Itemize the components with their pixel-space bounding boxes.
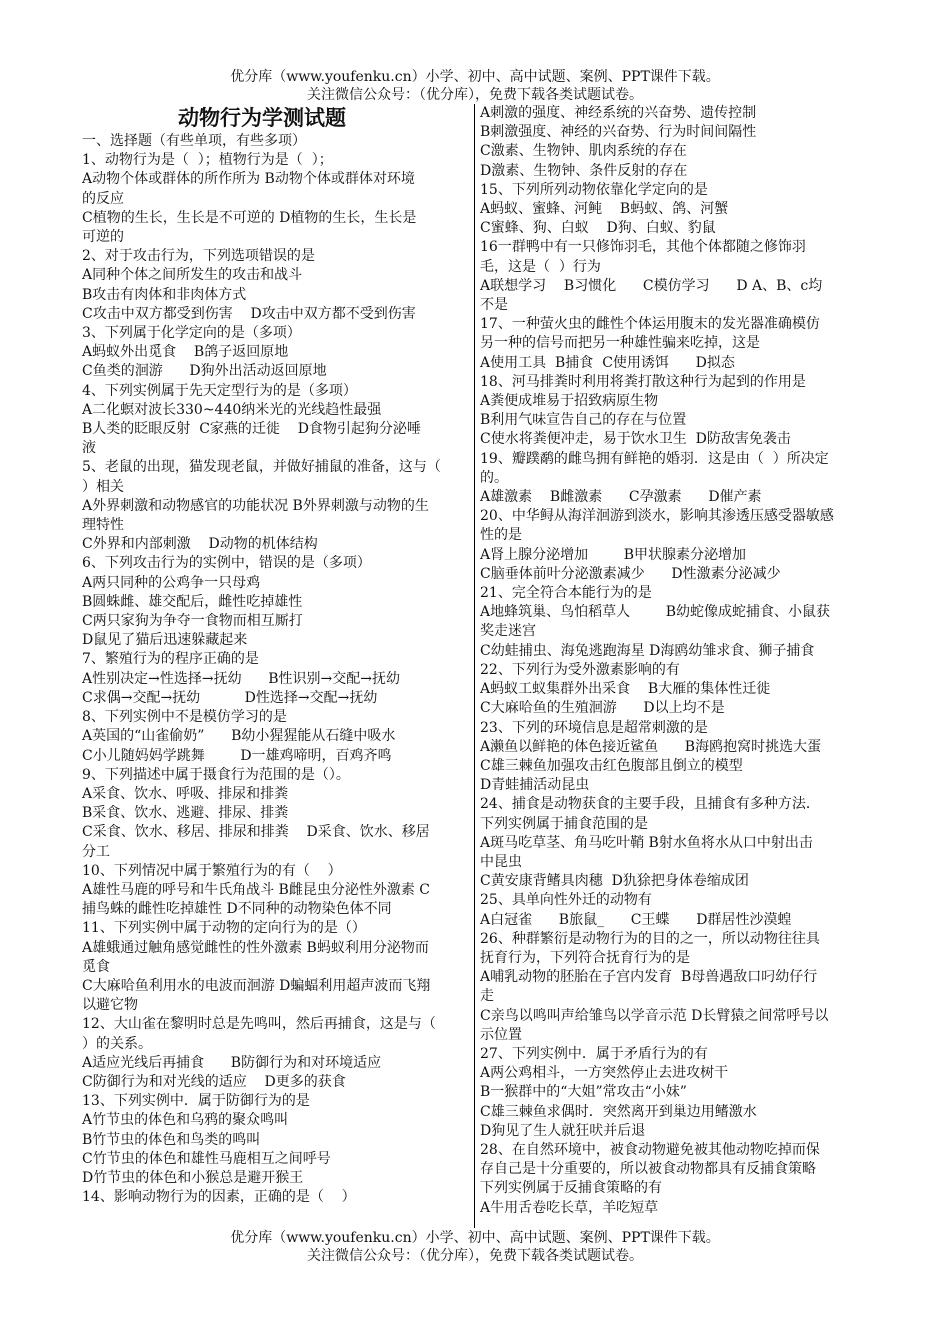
text-line: C大麻哈鱼的生殖洄游 D以上均不是 (480, 700, 725, 717)
text-line: D激素、生物钟、条件反射的存在 (480, 162, 688, 179)
text-line: C雄三棘鱼加强攻击红色腹部且倒立的模型 (480, 757, 743, 774)
text-line: A斑马吃草茎、角马吃叶鞘 B射水鱼将水从口中射出击 (480, 834, 813, 851)
text-line: A性别决定→性选择→抚幼 B性识别→交配→抚幼 (82, 670, 401, 687)
text-line: C采食、饮水、移居、排尿和排粪 D采食、饮水、移居 (82, 824, 430, 841)
text-line: 13、下列实例中．属于防御行为的是 (82, 1093, 310, 1110)
text-line: A牛用舌卷吃长草，羊吃短草 (480, 1199, 659, 1216)
header-line-2: 关注微信公众号：（优分库），免费下载各类试题试卷。 (307, 87, 643, 103)
text-line: 2、对于攻击行为，下列选项错误的是 (82, 248, 315, 265)
text-line: 示位置 (480, 1026, 522, 1043)
text-line: C防御行为和对光线的适应 D更多的获食 (82, 1073, 346, 1090)
text-line: 11、下列实例中属于动物的定向行为的是（） (82, 920, 366, 937)
text-line: D狗见了生人就狂吠并后退 (480, 1122, 646, 1139)
text-line: C黄安康背鳍具肉穗 D犰狳把身体卷缩成团 (480, 873, 749, 890)
text-line: 的。 (480, 469, 508, 486)
text-line: 分工 (82, 843, 110, 860)
text-line: A雄蛾通过触角感觉雌性的性外激素 B蚂蚁利用分泌物而 (82, 939, 429, 956)
text-line: 3、下列属于化学定向的是（多项） (82, 325, 301, 342)
text-line: B竹节虫的体色和鸟类的鸣叫 (82, 1131, 261, 1148)
text-line: C小儿随妈妈学跳舞 D一雄鸡啼明，百鸡齐鸣 (82, 747, 392, 764)
text-line: 7、繁殖行为的程序正确的是 (82, 651, 259, 668)
text-line: A英国的“山雀偷奶” B幼小猩猩能从石缝中吸水 (82, 728, 396, 745)
footer-line-2: 关注微信公众号：（优分库），免费下载各类试题试卷。 (307, 1248, 643, 1264)
text-line: D鼠见了猫后迅速躲藏起来 (82, 632, 248, 649)
text-line: A联想学习 B习惯化 C模仿学习 D A、B、c均 (480, 277, 823, 294)
text-line: 5、老鼠的出现，猫发现老鼠，并做好捕鼠的准备，这与（ (82, 459, 441, 476)
text-line: D青蛙捕活动昆虫 (480, 777, 590, 794)
text-line: A动物个体或群体的所作所为 B动物个体或群体对环境 (82, 171, 415, 188)
text-line: C激素、生物钟、肌肉系统的存在 (480, 143, 687, 160)
text-line: D竹节虫的体色和小猴总是避开猴王 (82, 1169, 304, 1186)
text-line: 可逆的 (82, 229, 124, 246)
text-line: B攻击有肉体和非肉体方式 (82, 286, 247, 303)
text-line: 16一群鸭中有一只修饰羽毛，其他个体都随之修饰羽 (480, 239, 806, 256)
footer-line-1: 优分库（www.youfenku.cn）小学、初中、高中试题、案例、PPT课件下载。 (230, 1230, 720, 1246)
text-line: C鱼类的洄游 D狗外出活动返回原地 (82, 363, 327, 380)
text-line: 不是 (480, 297, 508, 314)
text-line: 10、下列情况中属于繁殖行为的有（ ） (82, 862, 342, 879)
text-line: A蚂蚁工蚁集群外出采食 B大雁的集体性迁徙 (480, 681, 771, 698)
text-line: B刺激强度、神经的兴奋势、行为时间间隔性 (480, 124, 757, 141)
text-line: C使水将粪便冲走，易于饮水卫生 D防敌害免袭击 (480, 431, 791, 448)
text-line: A刺激的强度、神经系统的兴奋势、遗传控制 (480, 105, 757, 121)
column-divider (474, 104, 475, 1228)
text-line: C雄三棘鱼求偶时．突然离开到巢边用鳍激水 (480, 1103, 757, 1120)
text-line: A采食、饮水、呼吸、排尿和排粪 (82, 785, 289, 802)
text-line: 27、下列实例中．属于矛盾行为的有 (480, 1045, 708, 1062)
text-line: C外界和内部刺激 D动物的机体结构 (82, 536, 318, 553)
text-line: A蚂蚁、蜜蜂、河鲀 B蚂蚁、鸽、河蟹 (480, 201, 729, 218)
text-line: 毛，这是（ ）行为 (480, 258, 601, 275)
text-line: 17、一种萤火虫的雌性个体运用腹末的发光器准确模仿 (480, 316, 820, 333)
header-line-1: 优分库（www.youfenku.cn）小学、初中、高中试题、案例、PPT课件下载。 (230, 69, 720, 85)
text-line: C求偶→交配→抚幼 D性选择→交配→抚幼 (82, 689, 378, 706)
text-line: C植物的生长，生长是不可逆的 D植物的生长，生长是 (82, 209, 417, 226)
text-line: A蚂蚁外出觅食 B鸽子返回原地 (82, 344, 289, 361)
text-line: 抚育行为，下列符合抚育行为的是 (480, 949, 690, 966)
left-question-list (82, 132, 470, 1207)
text-line: A两公鸡相斗，一方突然停止去进攻树干 (480, 1065, 729, 1082)
text-line: ）相关 (82, 478, 124, 495)
text-line: C攻击中双方都受到伤害 D攻击中双方都不受到伤害 (82, 305, 416, 322)
text-line: ）的关系。 (82, 1035, 152, 1052)
text-line: 一、选择题（有些单项，有些多项） (82, 133, 306, 149)
text-line: 下列实例属于捕食范围的是 (480, 815, 648, 832)
text-line: 6、下列攻击行为的实例中，错误的是（多项） (82, 555, 371, 572)
text-line: 中昆虫 (480, 853, 522, 870)
text-line: A雄激素 B雌激素 C孕激素 D催产素 (480, 489, 762, 506)
text-line: 奖走迷宫 (480, 623, 536, 640)
text-line: A粪便成堆易于招致病原生物 (480, 393, 659, 410)
text-line: B圆蛛雌、雄交配后，雌性吃掉雄性 (82, 593, 303, 610)
text-line: B利用气味宣告自己的存在与位置 (480, 412, 687, 429)
text-line: 走 (480, 988, 494, 1005)
text-line: A二化螟对波长330~440纳米光的光线趋性最强 (82, 401, 382, 418)
text-line: A使用工具 B捕食 C使用诱饵 D拟态 (480, 354, 735, 371)
right-column (480, 104, 872, 1218)
text-line: A哺乳动物的胚胎在子宫内发育 B母兽遇敌口叼幼仔行 (480, 969, 818, 986)
text-line: A白冠雀 B旅鼠_ C王蝶 D群居性沙漠蝗 (480, 911, 792, 928)
text-line: A竹节虫的体色和乌鸦的聚众鸣叫 (82, 1112, 289, 1129)
text-line: A濑鱼以鲜艳的体色接近鲨鱼 B海鸥抱窝时挑选大蛋 (480, 738, 822, 755)
text-line: A同种个体之间所发生的攻击和战斗 (82, 267, 303, 284)
text-line: 14、影响动物行为的因素，正确的是（ ） (82, 1189, 356, 1206)
text-line: 另一种的信号而把另一种雄性骗来吃掉，这是 (480, 335, 760, 352)
text-line: C大麻哈鱼利用水的电波而洄游 D蝙蝠利用超声波而飞翔 (82, 977, 431, 994)
text-line: 20、中华鲟从海洋洄游到淡水，影响其渗透压感受器敏感 (480, 508, 834, 525)
text-line: 下列实例属于反捕食策略的有 (480, 1180, 662, 1197)
text-line: C脑垂体前叶分泌激素减少 D性激素分泌减少 (480, 565, 781, 582)
text-line: C幼蛙捕虫、海兔逃跑海星 D海鸥幼雏求食、狮子捕食 (480, 642, 815, 659)
text-line: 4、下列实例属于先天定型行为的是（多项） (82, 382, 357, 399)
text-line: 25、具单向性外迁的动物有 (480, 892, 652, 909)
text-line: 21、完全符合本能行为的是 (480, 585, 652, 602)
text-line: C两只家狗为争夺一食物而相互厮打 (82, 613, 303, 630)
text-line: 24、捕食是动物获食的主要手段，且捕食有多种方法． (480, 796, 820, 813)
text-line: 的反应 (82, 190, 124, 207)
text-line: 存自己是十分重要的，所以被食动物都具有反捕食策略 (480, 1161, 816, 1178)
page-title: 动物行为学测试题 (178, 106, 346, 130)
text-line: 18、河马排粪时利用将粪打散这种行为起到的作用是 (480, 373, 806, 390)
text-line: 8、下列实例中不是模仿学习的是 (82, 709, 287, 726)
text-line: 23、下列的环境信息是超常刺激的是 (480, 719, 708, 736)
text-line: C蜜蜂、狗、白蚁 D狗、白蚁、豹鼠 (480, 220, 716, 237)
text-line: 1、动物行为是（ ）；植物行为是（ ）； (82, 152, 333, 169)
text-line: B采食、饮水、逃避、排尿、排粪 (82, 805, 289, 822)
text-line: 22、下列行为受外激素影响的有 (480, 661, 680, 678)
text-line: 19、瓣蹼鹬的雌鸟拥有鲜艳的婚羽．这是由（ ）所决定 (480, 450, 829, 467)
text-line: A地蜂筑巢、鸟怕稻草人 B幼蛇像成蛇捕食、小鼠获 (480, 604, 830, 621)
text-line: C竹节虫的体色和雄性马鹿相互之间呼号 (82, 1150, 331, 1167)
text-line: B一猴群中的“大姐”常攻击“小妹” (480, 1084, 687, 1101)
text-line: 性的是 (480, 527, 522, 544)
text-line: B人类的眨眼反射 C家燕的迁徙 D食物引起狗分泌唾 (82, 421, 421, 438)
text-line: 觅食 (82, 958, 110, 975)
right-question-list (480, 104, 872, 1218)
left-column (82, 104, 470, 1207)
text-line: 15、下列所列动物依靠化学定向的是 (480, 181, 708, 198)
text-line: C亲鸟以鸣叫声给雏鸟以学音示范 D长臂猿之间常呼号以 (480, 1007, 829, 1024)
text-line: 以避它物 (82, 997, 138, 1014)
text-line: 28、在自然环境中，被食动物避免被其他动物吃掉而保 (480, 1141, 820, 1158)
text-line: A外界刺激和动物感官的功能状况 B外界刺激与动物的生 (82, 497, 429, 514)
text-line: 捕鸟蛛的雌性吃掉雄性 D不同种的动物染色体不同 (82, 901, 392, 918)
text-line: 9、下列描述中属于摄食行为范围的是（）。 (82, 766, 350, 783)
text-line: 12、大山雀在黎明时总是先鸣叫，然后再捕食，这是与（ (82, 1016, 436, 1033)
text-line: A适应光线后再捕食 B防御行为和对环境适应 (82, 1054, 382, 1071)
text-line: 液 (82, 440, 96, 457)
text-line: 理特性 (82, 517, 124, 534)
text-line: A两只同种的公鸡争一只母鸡 (82, 574, 261, 591)
text-line: A雄性马鹿的呼号和牛氏角战斗 B雌昆虫分泌性外激素 C (82, 881, 431, 898)
text-line: A肾上腺分泌增加 B甲状腺素分泌增加 (480, 546, 746, 563)
text-line: 26、种群繁衍是动物行为的目的之一，所以动物往往具 (480, 930, 820, 947)
